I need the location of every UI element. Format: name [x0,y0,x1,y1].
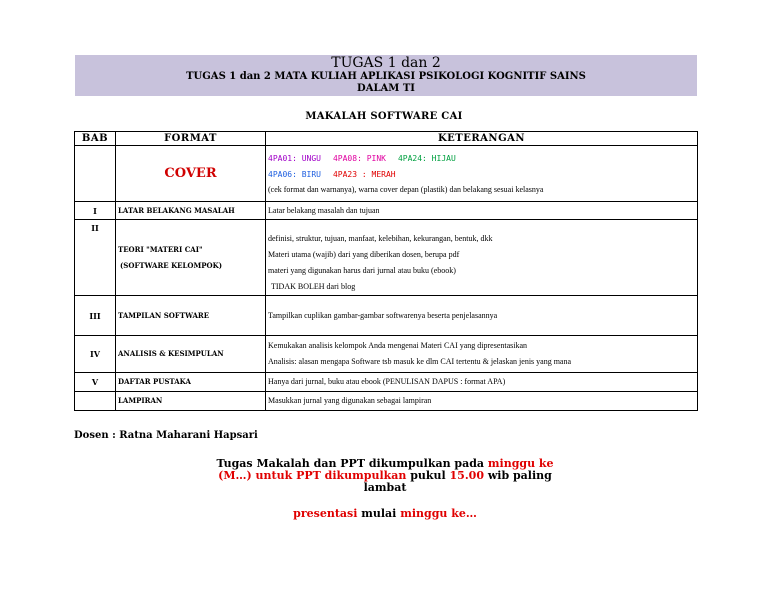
deadline-text: wib paling [483,469,552,482]
class-color-4: 4PA23 : MERAH [332,169,396,179]
cover-keterangan [266,146,698,202]
keterangan-text: Tampilkan cuplikan gambar-gambar softwarenya beserta penjelasannya [266,296,698,336]
deadline-week: minggu ke [487,457,554,470]
bab-number [75,392,116,411]
keterangan-text [266,220,698,296]
deadline-ppt: (M…) untuk PPT dikumpulkan [218,469,407,482]
deadline-text: pukul [406,469,450,482]
format-label [116,220,266,296]
header-subtitle-line2: DALAM TI [357,83,415,94]
keterangan-text: Hanya dari jurnal, buku atau ebook (PENULISAN DAPUS : format APA) [266,373,698,392]
format-line: TEORI "MATERI CAI" [118,244,203,254]
class-color-1: 4PA08: PINK [332,153,386,163]
table-row [75,296,698,336]
presentasi-text: mulai [357,507,401,520]
format-label: TAMPILAN SOFTWARE [116,296,266,336]
cover-bab-cell [75,146,116,202]
table-row [75,392,698,411]
deadline-line3: lambat [363,481,407,494]
presentasi-week: minggu ke… [400,507,477,520]
presentasi-note [200,508,570,520]
deadline-text: Tugas Makalah dan PPT dikumpulkan pada [216,457,488,470]
ket-line: definisi, struktur, tujuan, manfaat, kelebihan, kekurangan, bentuk, dkk [268,234,493,243]
format-label: DAFTAR PUSTAKA [116,373,266,392]
header-title: TUGAS 1 dan 2 [331,55,441,71]
bab-number: III [75,296,116,336]
class-colors-line1 [268,151,695,167]
bab-number: I [75,202,116,220]
assignment-table [74,131,698,411]
class-colors-line2 [268,167,695,183]
format-label: LAMPIRAN [116,392,266,411]
header-format: FORMAT [116,132,266,146]
table-row [75,202,698,220]
bab-number: IV [75,336,116,373]
format-label: LATAR BELAKANG MASALAH [116,202,266,220]
cover-note: (cek format dan warnanya), warna cover depan (plastik) dan belakang sesuai kelasnya [268,184,544,194]
ket-line: Materi utama (wajib) dari yang diberikan dosen, berupa pdf [268,250,460,259]
ket-line: materi yang digunakan harus dari jurnal atau buku (ebook) [268,266,456,275]
bab-number: V [75,373,116,392]
cover-label: COVER [116,146,266,202]
deadline-note [200,458,570,494]
ket-line: Analisis: alasan mengapa Software tsb masuk ke dlm CAI tertentu & jelaskan jenis yang mana [268,357,572,366]
header-keterangan: KETERANGAN [266,132,698,146]
ket-line: Kemukakan analisis kelompok Anda mengenai Materi CAI yang dipresentasikan [268,341,528,350]
keterangan-text: Latar belakang masalah dan tujuan [266,202,698,220]
format-label: ANALISIS & KESIMPULAN [116,336,266,373]
ket-line: TIDAK BOLEH dari blog [271,282,356,291]
class-color-0: 4PA01: UNGU [268,153,321,163]
class-color-3: 4PA06: BIRU [268,169,321,179]
table-row-cover [75,146,698,202]
keterangan-text [266,336,698,373]
table-row [75,336,698,373]
main-title: MAKALAH SOFTWARE CAI [305,111,463,122]
deadline-time: 15.00 [449,469,484,482]
table-header-row [75,132,698,146]
header-bab: BAB [75,132,116,146]
presentasi-word: presentasi [293,507,358,520]
class-color-2: 4PA24: HIJAU [397,153,456,163]
dosen-label: Dosen : Ratna Maharani Hapsari [74,430,258,441]
table-row [75,373,698,392]
header-banner [75,55,697,96]
table-row [75,220,698,296]
format-line: (SOFTWARE KELOMPOK) [120,260,223,270]
header-subtitle-line1: TUGAS 1 dan 2 MATA KULIAH APLIKASI PSIKOLOGI KOGNITIF SAINS [186,71,586,82]
keterangan-text: Masukkan jurnal yang digunakan sebagai lampiran [266,392,698,411]
bab-number: II [75,220,116,296]
